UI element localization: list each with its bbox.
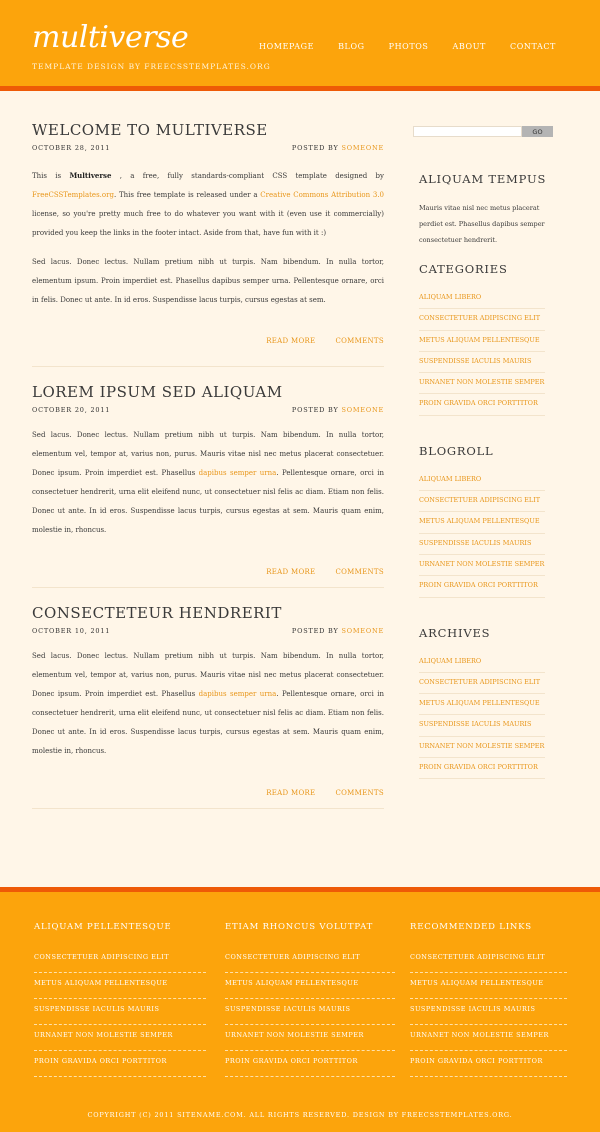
- footer-column-heading: ETIAM RHONCUS VOLUTPAT: [225, 922, 374, 932]
- footer-link[interactable]: METUS ALIQUAM PELLENTESQUE: [34, 973, 206, 999]
- footer-link-list: [34, 947, 206, 1077]
- dapibus-link[interactable]: dapibus semper urna: [198, 690, 277, 698]
- main-nav: [235, 42, 556, 51]
- search-form: [413, 126, 553, 137]
- nav-contact[interactable]: CONTACT: [509, 42, 556, 51]
- footer-link[interactable]: METUS ALIQUAM PELLENTESQUE: [225, 973, 395, 999]
- categories-list: [413, 288, 545, 416]
- post-title[interactable]: WELCOME TO MULTIVERSE: [32, 121, 268, 139]
- post-author[interactable]: SOMEONE: [341, 627, 384, 635]
- archives-list: [413, 652, 545, 780]
- footer-link-list: [410, 947, 567, 1077]
- post-paragraph: Sed lacus. Donec lectus. Nullam pretium nibh ut turpis. Nam bibendum. In nulla tortor, elementum ipsum. Proin imperdiet est. Phasellus dapibus semper urna. Pellentesque ornare, orci in felis. Donec ut ante. In id eros. Suspendisse lacus turpis, cursus egestas at sem.: [32, 258, 384, 304]
- archives-heading: ARCHIVES: [419, 625, 491, 640]
- footer-link-list: [225, 947, 395, 1077]
- category-item[interactable]: METUS ALIQUAM PELLENTESQUE: [419, 331, 545, 352]
- footer-link[interactable]: PROIN GRAVIDA ORCI PORTTITOR: [34, 1051, 206, 1077]
- post-links: [32, 789, 384, 797]
- text-run: Sed lacus. Donec lectus. Nullam pretium nibh ut turpis. Nam bibendum. In nulla tortor, elementum vel, tempor at, varius non, purus. Mauris vitae nisl nec metus placerat consectetuer. Donec ipsum. Proin imperdiet est. Phasellus: [32, 652, 384, 698]
- bold-text: Multiverse: [69, 171, 112, 180]
- category-item[interactable]: ALIQUAM LIBERO: [419, 288, 545, 309]
- site-footer: [0, 887, 600, 1132]
- nav-photos[interactable]: PHOTOS: [388, 42, 429, 51]
- read-more-link[interactable]: READ MORE: [266, 568, 316, 576]
- post-links: [32, 337, 384, 345]
- footer-link[interactable]: URNANET NON MOLESTIE SEMPER: [225, 1025, 395, 1051]
- aliquam-tempus-text: Mauris vitae nisl nec metus placerat perdiet est. Phasellus dapibus semper consectetuer hendrerit.: [419, 204, 545, 244]
- post-title[interactable]: CONSECTETEUR HENDRERIT: [32, 604, 282, 622]
- comments-link[interactable]: COMMENTS: [335, 568, 384, 576]
- footer-link[interactable]: CONSECTETUER ADIPISCING ELIT: [225, 947, 395, 973]
- post-meta: [32, 627, 384, 635]
- archive-item[interactable]: URNANET NON MOLESTIE SEMPER: [419, 737, 545, 758]
- category-item[interactable]: SUSPENDISSE IACULIS MAURIS: [419, 352, 545, 373]
- footer-link[interactable]: URNANET NON MOLESTIE SEMPER: [410, 1025, 567, 1051]
- post-byline: [292, 627, 384, 635]
- read-more-link[interactable]: READ MORE: [266, 789, 316, 797]
- search-input[interactable]: [413, 126, 522, 137]
- footer-column-etiam: [225, 922, 395, 1077]
- search-button[interactable]: GO: [522, 126, 553, 137]
- text-run: . Pellentesque ornare, orci in consectetuer hendrerit, urna elit eleifend nunc, ut consectetuer nisl felis ac diam. Etiam non felis. Donec ut ante. In id eros. Suspendisse lacus turpis, cursus egestas at sem. Mauris quam enim, molestie in, rhoncus.: [32, 469, 384, 534]
- post-links: [32, 568, 384, 576]
- blogroll-item[interactable]: ALIQUAM LIBERO: [419, 470, 545, 491]
- text-run: license, so you're pretty much free to do whatever you want with it (even use it commercially) provided you keep the links in the footer intact. Aside from that, have fun with it :): [32, 210, 384, 237]
- comments-link[interactable]: COMMENTS: [335, 337, 384, 345]
- main-content: [32, 110, 384, 809]
- footer-link[interactable]: SUSPENDISSE IACULIS MAURIS: [410, 999, 567, 1025]
- freecsstemplates-link[interactable]: FreeCSSTemplates.org: [32, 191, 114, 199]
- post-paragraph: [32, 166, 384, 243]
- category-item[interactable]: URNANET NON MOLESTIE SEMPER: [419, 373, 545, 394]
- blogroll-item[interactable]: URNANET NON MOLESTIE SEMPER: [419, 555, 545, 576]
- footer-link[interactable]: URNANET NON MOLESTIE SEMPER: [34, 1025, 206, 1051]
- post-date: OCTOBER 20, 2011: [32, 406, 111, 414]
- blogroll-item[interactable]: SUSPENDISSE IACULIS MAURIS: [419, 534, 545, 555]
- footer-link[interactable]: SUSPENDISSE IACULIS MAURIS: [34, 999, 206, 1025]
- archive-item[interactable]: PROIN GRAVIDA ORCI PORTTITOR: [419, 758, 545, 779]
- footer-column-heading: ALIQUAM PELLENTESQUE: [34, 922, 172, 932]
- aliquam-tempus-heading: ALIQUAM TEMPUS: [419, 172, 547, 186]
- nav-blog[interactable]: BLOG: [338, 42, 365, 51]
- footer-column-heading: RECOMMENDED LINKS: [410, 922, 532, 932]
- footer-column-aliquam: [34, 922, 206, 1077]
- text-run: . Pellentesque ornare, orci in consectetuer hendrerit, urna elit eleifend nunc, ut consectetuer nisl felis ac diam. Etiam non felis. Donec ut ante. In id eros. Suspendisse lacus turpis, cursus egestas at sem. Mauris quam enim, molestie in, rhoncus.: [32, 690, 384, 755]
- copyright-text: COPYRIGHT (C) 2011 SITENAME.COM. ALL RIGHTS RESERVED. DESIGN BY FREECSSTEMPLATES.ORG.: [87, 1111, 513, 1119]
- read-more-link[interactable]: READ MORE: [266, 337, 316, 345]
- sidebar: [413, 126, 553, 779]
- archive-item[interactable]: SUSPENDISSE IACULIS MAURIS: [419, 715, 545, 736]
- archive-item[interactable]: METUS ALIQUAM PELLENTESQUE: [419, 694, 545, 715]
- text-run: Sed lacus. Donec lectus. Nullam pretium nibh ut turpis. Nam bibendum. In nulla tortor, elementum vel, tempor at, varius non, purus. Mauris vitae nisl nec metus placerat consectetuer. Donec ipsum. Proin imperdiet est. Phasellus: [32, 431, 384, 477]
- post-author[interactable]: SOMEONE: [341, 144, 384, 152]
- dapibus-link[interactable]: dapibus semper urna: [198, 469, 277, 477]
- post-byline: [292, 144, 384, 152]
- text-run: . This free template is released under a: [113, 191, 261, 199]
- footer-column-recommended: [410, 922, 567, 1077]
- post-consecteteur: [32, 604, 384, 809]
- nav-about[interactable]: ABOUT: [452, 42, 486, 51]
- blogroll-heading: BLOGROLL: [419, 443, 494, 458]
- site-header: [0, 0, 600, 91]
- post-paragraph: [32, 647, 384, 761]
- categories-heading: CATEGORIES: [419, 262, 508, 276]
- site-logo[interactable]: multiverse: [32, 20, 189, 55]
- blogroll-item[interactable]: PROIN GRAVIDA ORCI PORTTITOR: [419, 576, 545, 597]
- blogroll-item[interactable]: CONSECTETUER ADIPISCING ELIT: [419, 491, 545, 512]
- category-item[interactable]: PROIN GRAVIDA ORCI PORTTITOR: [419, 394, 545, 415]
- post-byline: [292, 406, 384, 414]
- footer-link[interactable]: CONSECTETUER ADIPISCING ELIT: [410, 947, 567, 973]
- nav-homepage[interactable]: HOMEPAGE: [259, 42, 315, 51]
- posted-by-label: POSTED BY: [291, 627, 339, 635]
- post-author[interactable]: SOMEONE: [341, 406, 384, 414]
- footer-link[interactable]: CONSECTETUER ADIPISCING ELIT: [34, 947, 206, 973]
- footer-link[interactable]: METUS ALIQUAM PELLENTESQUE: [410, 973, 567, 999]
- archive-item[interactable]: ALIQUAM LIBERO: [419, 652, 545, 673]
- site-tagline: TEMPLATE DESIGN BY FREECSSTEMPLATES.ORG: [32, 62, 271, 71]
- post-meta: [32, 406, 384, 414]
- post-lorem: [32, 383, 384, 588]
- posted-by-label: POSTED BY: [291, 144, 339, 152]
- post-meta: [32, 144, 384, 152]
- footer-link[interactable]: SUSPENDISSE IACULIS MAURIS: [225, 999, 395, 1025]
- post-paragraph: [32, 426, 384, 540]
- creative-commons-link[interactable]: Creative Commons Attribution 3.0: [260, 191, 384, 199]
- text-run: This is: [32, 172, 70, 180]
- category-item[interactable]: CONSECTETUER ADIPISCING ELIT: [419, 309, 545, 330]
- post-title[interactable]: LOREM IPSUM SED ALIQUAM: [32, 383, 283, 401]
- post-welcome: [32, 121, 384, 367]
- blogroll-item[interactable]: METUS ALIQUAM PELLENTESQUE: [419, 512, 545, 533]
- blogroll-list: [413, 470, 545, 598]
- comments-link[interactable]: COMMENTS: [335, 789, 384, 797]
- text-run: , a free, fully standards-compliant CSS template designed by: [111, 172, 384, 180]
- archive-item[interactable]: CONSECTETUER ADIPISCING ELIT: [419, 673, 545, 694]
- posted-by-label: POSTED BY: [291, 406, 339, 414]
- post-date: OCTOBER 28, 2011: [32, 144, 111, 152]
- footer-link[interactable]: PROIN GRAVIDA ORCI PORTTITOR: [410, 1051, 567, 1077]
- footer-link[interactable]: PROIN GRAVIDA ORCI PORTTITOR: [225, 1051, 395, 1077]
- post-date: OCTOBER 10, 2011: [32, 627, 111, 635]
